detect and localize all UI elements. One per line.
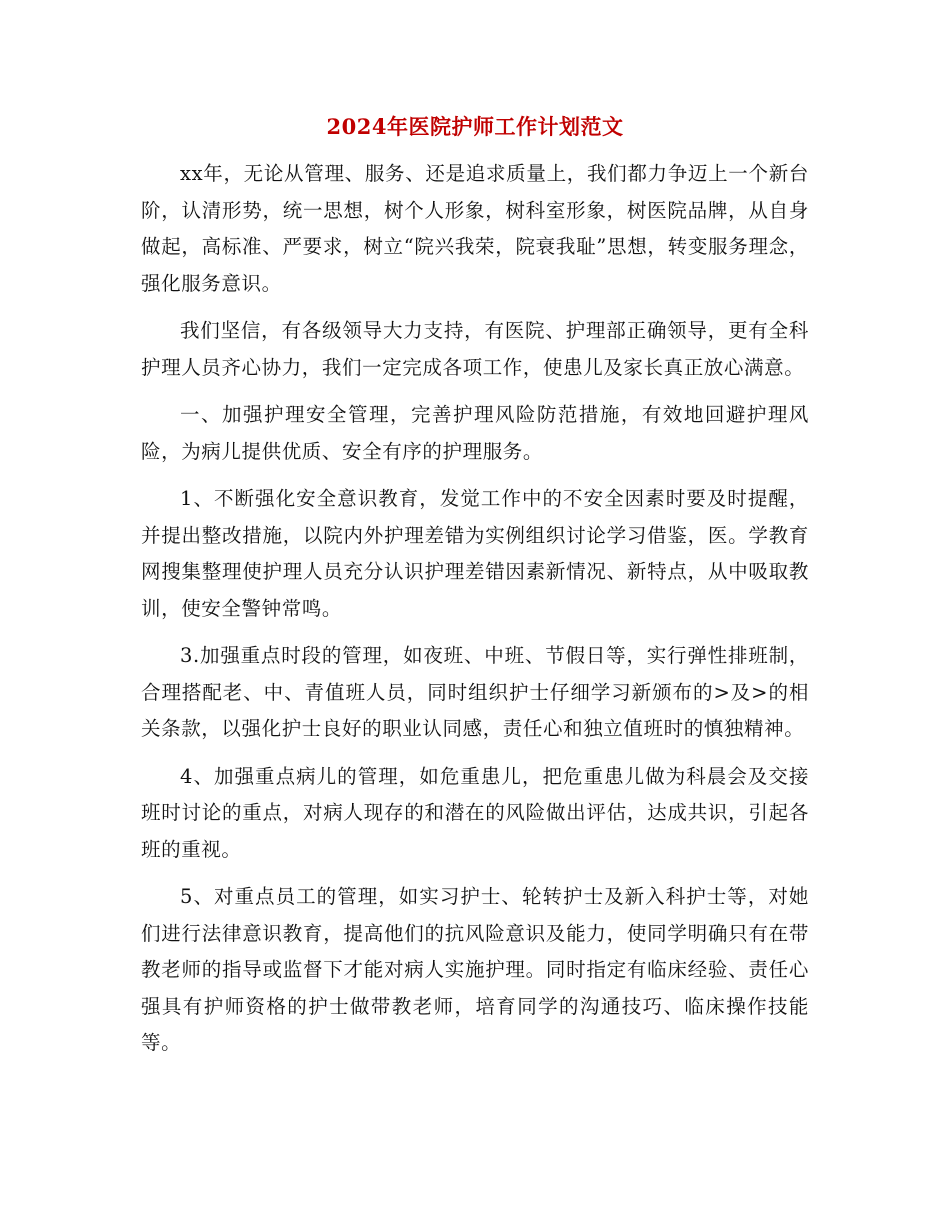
paragraph-belief: 我们坚信，有各级领导大力支持，有医院、护理部正确领导，更有全科护理人员齐心协力，我们一定完成各项工作，使患儿及家长真正放心满意。 [141, 319, 809, 379]
paragraph-item-4: 4、加强重点病儿的管理，如危重患儿，把危重患儿做为科晨会及交接班时讨论的重点，对病人现存的和潜在的风险做出评估，达成共识，引起各班的重视。 [141, 764, 809, 861]
paragraph-section-1: 一、加强护理安全管理，完善护理风险防范措施，有效地回避护理风险，为病儿提供优质、安全有序的护理服务。 [141, 403, 809, 463]
paragraph-intro: xx年，无论从管理、服务、还是追求质量上，我们都力争迈上一个新台阶，认清形势，统一思想，树个人形象，树科室形象，树医院品牌，从自身做起，高标准、严要求，树立“院兴我荣，院衰我耻”思想，转变服务理念，强化服务意识。 [141, 162, 809, 295]
paragraph-item-3: 3.加强重点时段的管理，如夜班、中班、节假日等，实行弹性排班制，合理搭配老、中、青值班人员，同时组织护士仔细学习新颁布的>及>的相关条款，以强化护士良好的职业认同感，责任心和独立值班时的慎独精神。 [141, 644, 809, 740]
paragraph-item-1: 1、不断强化安全意识教育，发觉工作中的不安全因素时要及时提醒，并提出整改措施，以院内外护理差错为实例组织讨论学习借鉴，医。学教育网搜集整理使护理人员充分认识护理差错因素新情况、新特点，从中吸取教训，使安全警钟常鸣。 [141, 487, 809, 620]
document-title: 2024年医院护师工作计划范文 [326, 114, 624, 139]
document-body [141, 156, 809, 1073]
paragraph-item-5: 5、对重点员工的管理，如实习护士、轮转护士及新入科护士等，对她们进行法律意识教育，提高他们的抗风险意识及能力，使同学明确只有在带教老师的指导或监督下才能对病人实施护理。同时指定有临床经验、责任心强具有护师资格的护士做带教老师，培育同学的沟通技巧、临床操作技能等。 [141, 885, 809, 1054]
